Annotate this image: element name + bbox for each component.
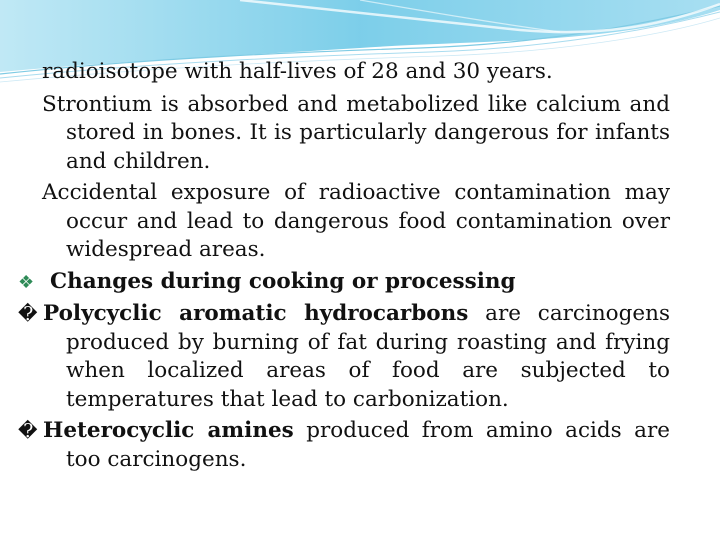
- section-heading-text: Changes during cooking or processing: [50, 268, 516, 294]
- bullet-item-term: Polycyclic aromatic hydrocarbons: [43, 301, 469, 326]
- text-paragraph: Accidental exposure of radioactive contamination may occur and lead to dangerous food contamination over widespread areas.: [42, 180, 670, 262]
- bullet-item-text: produced from amino acids are too carcinogens.: [66, 418, 670, 472]
- text-paragraph: radioisotope with half-lives of 28 and 30 years.: [42, 59, 553, 84]
- bullet-item-text: are carcinogens produced by burning of fat during roasting and frying when localized areas of food are subjected to temperatures that lead to carbonization.: [66, 301, 670, 412]
- bullet-item: � Polycyclic aromatic hydrocarbons are carcinogens produced by burning of fat during roasting and frying when localized areas of food are subjected to temperatures that lead to carbonization.: [18, 301, 670, 412]
- text-paragraph: Strontium is absorbed and metabolized like calcium and stored in bones. It is particularly dangerous for infants and children.: [42, 91, 670, 174]
- slide-body: [18, 58, 670, 477]
- section-heading: ❖ Changes during cooking or processing: [18, 268, 516, 294]
- bullet-item-term: Heterocyclic amines: [43, 418, 294, 443]
- bullet-item: � Heterocyclic amines produced from amino acids are too carcinogens.: [18, 418, 670, 472]
